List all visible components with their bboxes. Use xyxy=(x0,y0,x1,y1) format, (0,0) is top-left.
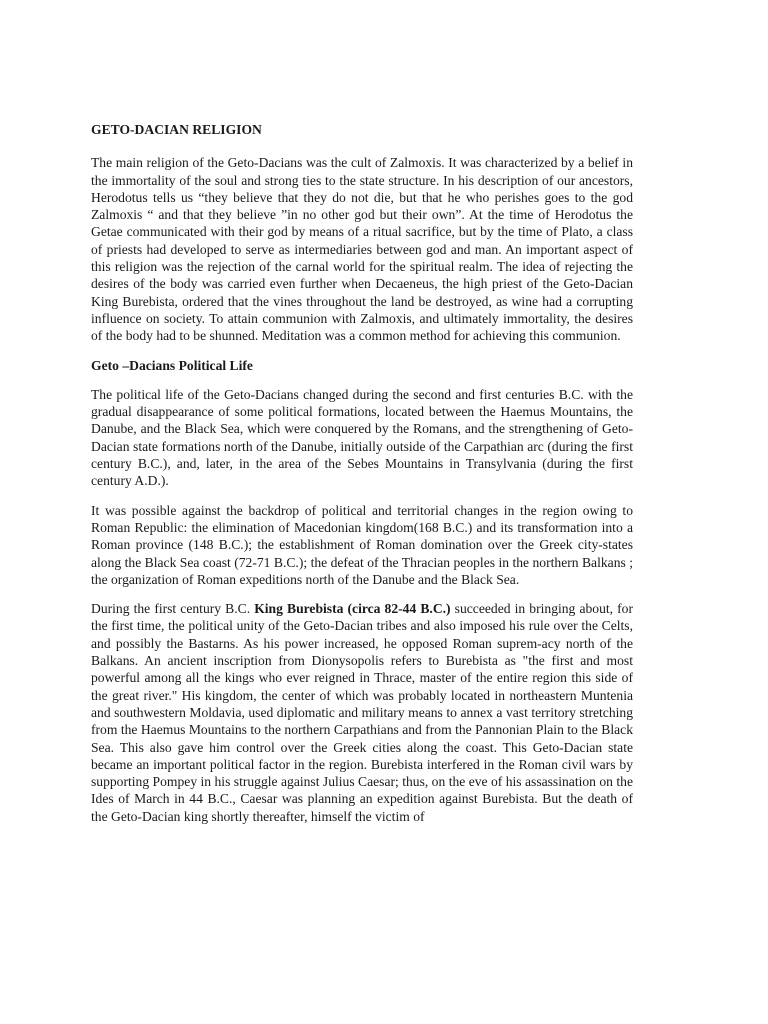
paragraph-political-life: The political life of the Geto-Dacians changed during the second and first centuries B.C. with the gradual disappearance of some political formations, located between the Haemus Mountains, the Danube, and the Black Sea, which were conquered by the Romans, and the strengthening of Geto-Dacian state formations north of the Danube, initially outside of the Carpathian arc (during the first century B.C.), and, later, in the area of the Sebes Mountains in Transylvania (during the first century A.D.). xyxy=(91,386,633,489)
paragraph-roman-changes: It was possible against the backdrop of political and territorial changes in the region owing to Roman Republic: the elimination of Macedonian kingdom(168 B.C.) and its transformation into a Roman province (148 B.C.); the establishment of Roman domination over the Greek city-states along the Black Sea coast (72-71 B.C.); the defeat of the Thracian peoples in the northern Balkans ; the organization of Roman expeditions north of the Danube and the Black Sea. xyxy=(91,502,633,587)
paragraph-religion: The main religion of the Geto-Dacians was the cult of Zalmoxis. It was characterized by a belief in the immortality of the soul and strong ties to the state structure. In his description of our ancestors, Herodotus tells us “they believe that they do not die, but that he who perishes goes to the god Zalmoxis “ and that they believe ”in no other god but their own”. At the time of Herodotus the Getae communicated with their god by means of a ritual sacrifice, but by the time of Plato, a class of priests had developed to serve as intermediaries between god and man. An important aspect of this religion was the rejection of the carnal world for the spiritual realm. The idea of rejecting the desires of the body was carried even further when Decaeneus, the high priest of the Geto-Dacian King Burebista, ordered that the vines throughout the land be destroyed, as wine had a corrupting influence on society. To attain communion with Zalmoxis, and ultimately immortality, the desires of the body had to be shunned. Meditation was a common method for achieving this communion. xyxy=(91,155,633,344)
paragraph-burebista-rest: succeeded in bringing about, for the first time, the political unity of the Geto-Dacian tribes and also imposed his rule over the Celts, and possibly the Bastarns. As his power increased, he opposed Roman suprem-acy north of the Balkans. An ancient inscription from Dionysopolis refers to Burebista as "the first and most powerful among all the kings who ever reigned in Thrace, master of the entire region this side of the great river." His kingdom, the center of which was probably located in northeastern Muntenia and southwestern Moldavia, used diplomatic and military means to annex a vast territory stretching from the Haemus Mountains to the northern Carpathians and from the Pannonian Plain to the Black Sea. This also gave him control over the Greek cities along the coast. This Geto-Dacian state became an important political factor in the region. Burebista interfered in the Roman civil wars by supporting Pompey in his struggle against Julius Caesar; thus, on the eve of his assassination on the Ides of March in 44 B.C., Caesar was planning an expedition against Burebista. But the death of the Geto-Dacian king shortly thereafter, himself the victim of xyxy=(91,601,634,824)
king-burebista-bold: King Burebista (circa 82-44 B.C.) xyxy=(254,601,451,617)
document-body xyxy=(91,121,633,837)
paragraph-burebista xyxy=(91,600,633,825)
section-heading-political-life: Geto –Dacians Political Life xyxy=(91,357,253,373)
section-heading-religion: GETO-DACIAN RELIGION xyxy=(91,122,262,137)
paragraph-burebista-start: During the first century B.C. xyxy=(91,601,255,617)
